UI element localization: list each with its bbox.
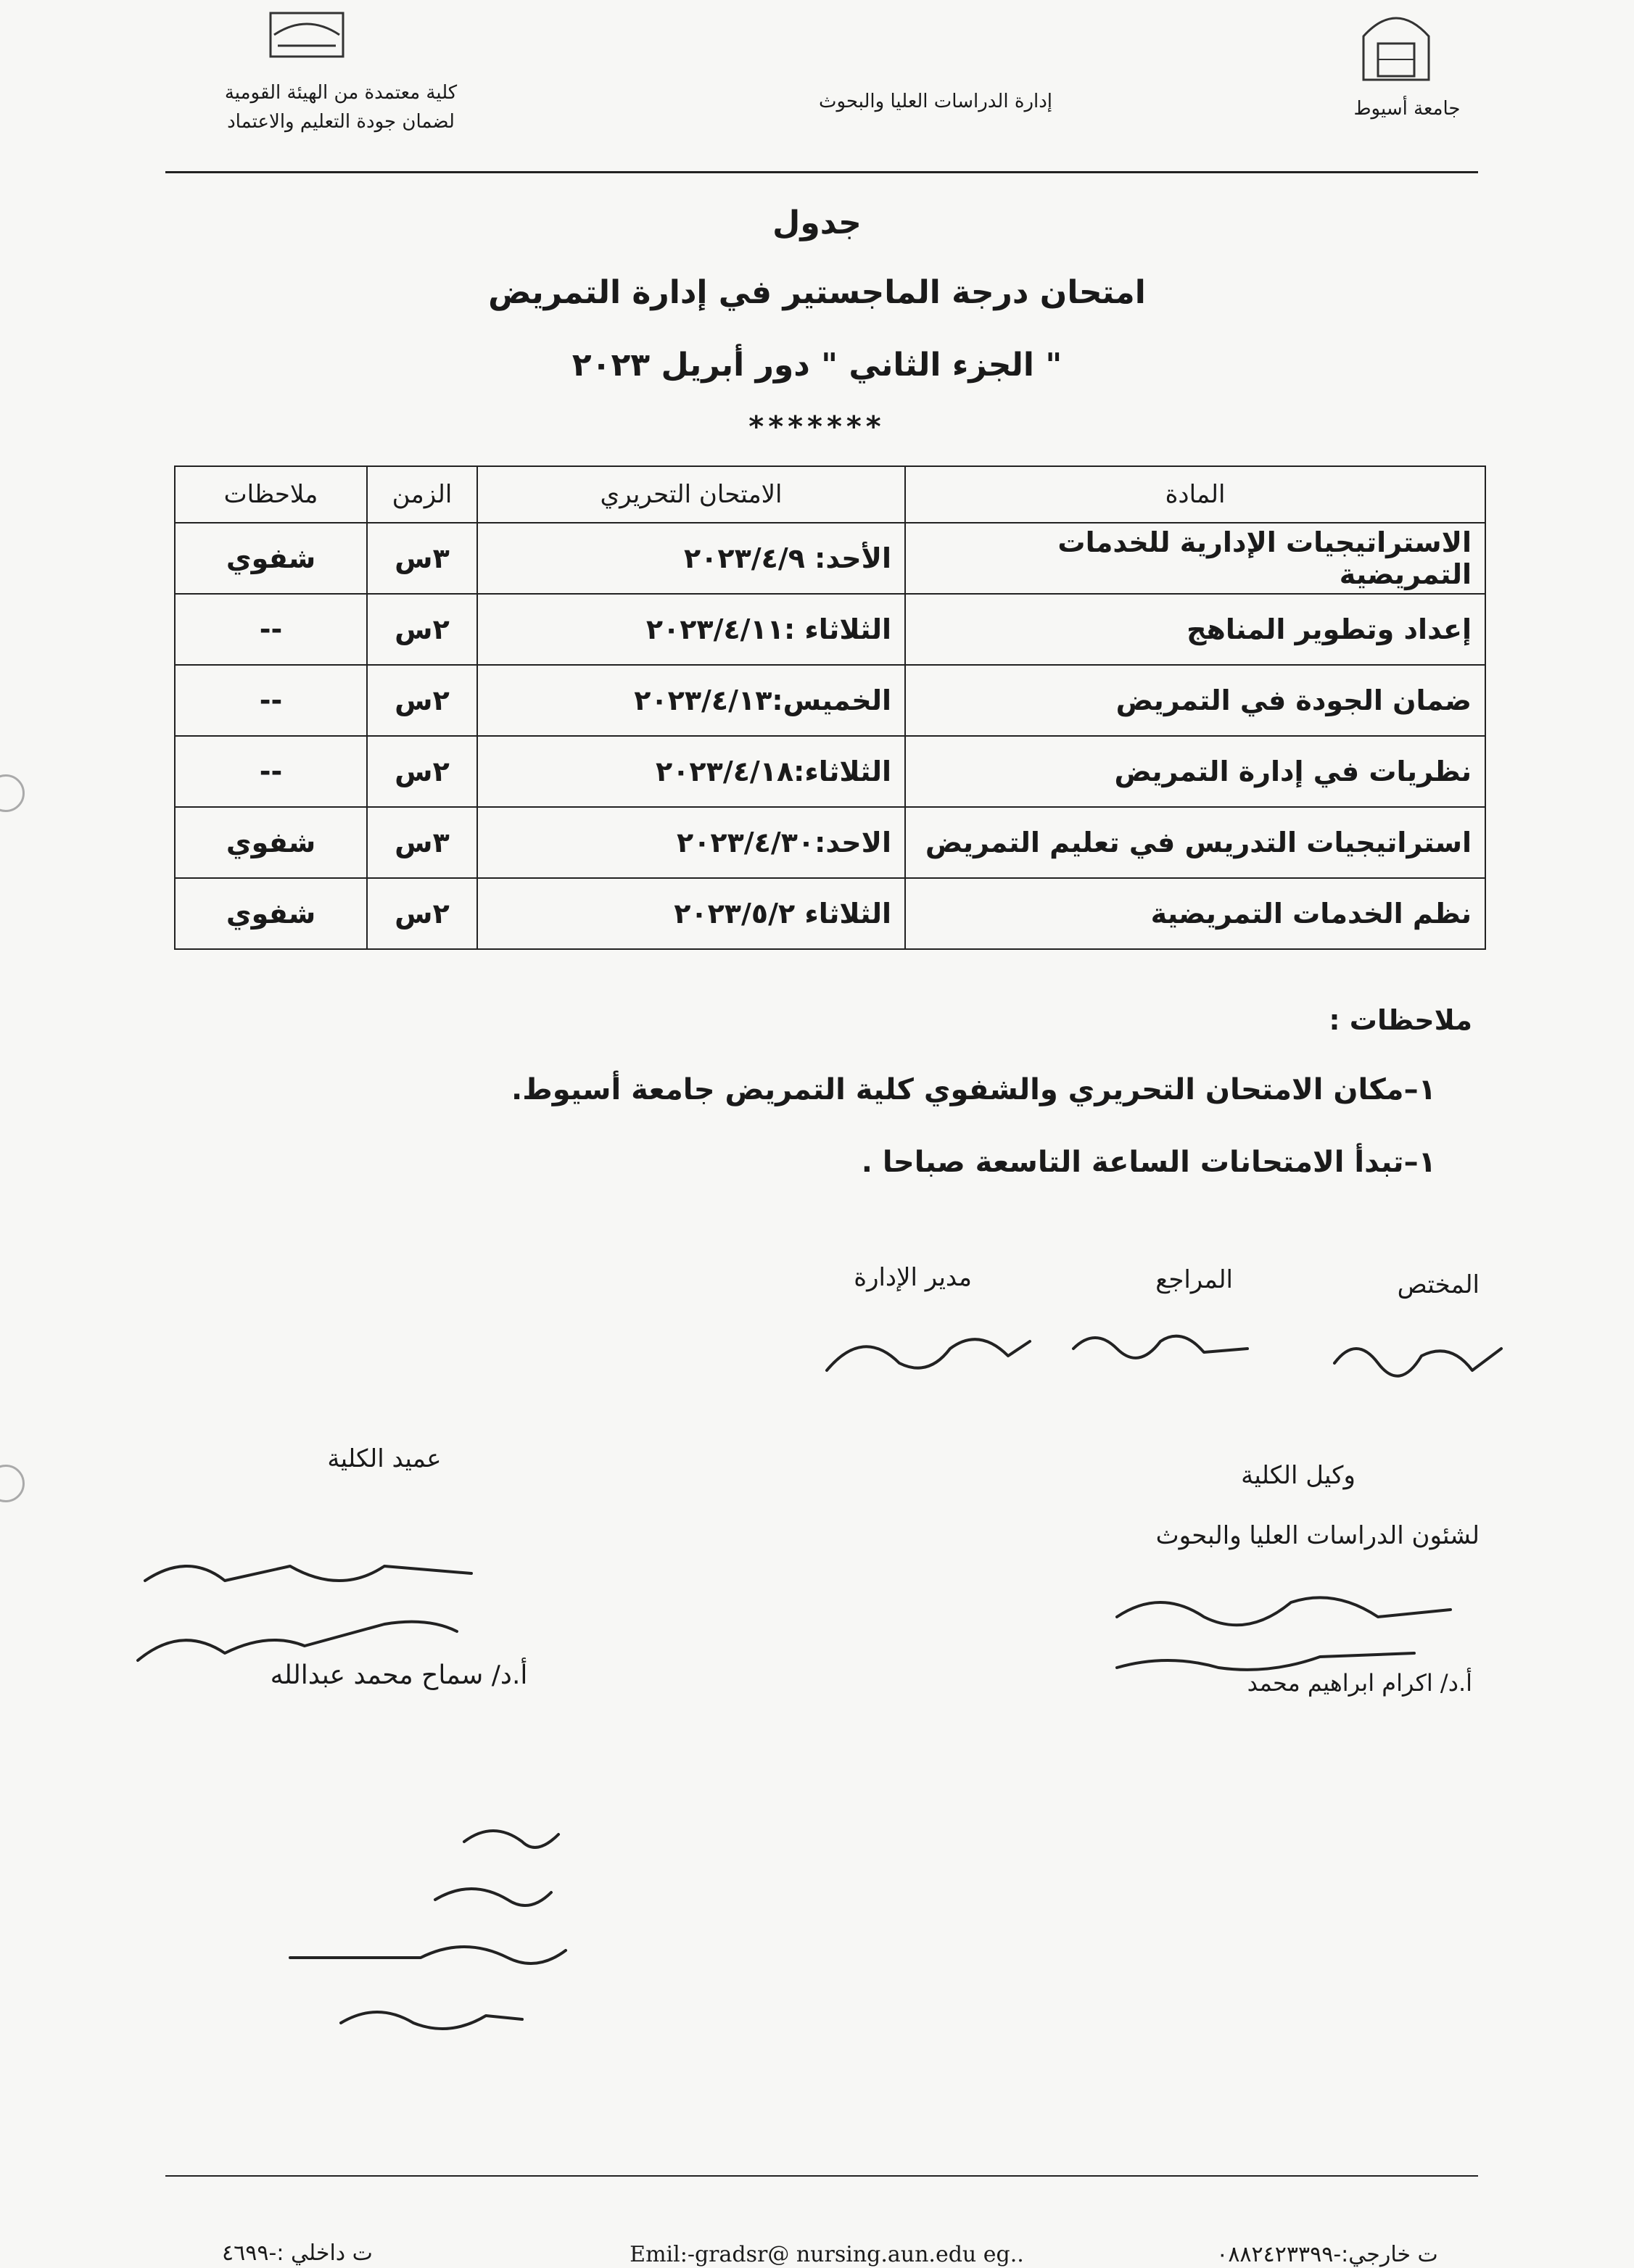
cell-notes: -- — [175, 594, 367, 665]
handwritten-annotation — [276, 1813, 595, 2052]
table-row — [175, 878, 1485, 949]
cell-subject: استراتيجيات التدريس في تعليم التمريض — [905, 807, 1485, 878]
dean-name: أ.د/ سماح محمد عبدالله — [270, 1660, 528, 1690]
note-item-2: ١–تبدأ الامتحانات الساعة التاسعة صباحا . — [861, 1146, 1436, 1179]
cell-notes: شفوي — [175, 523, 367, 594]
cell-exam: الخميس:٢٠٢٣/٤/١٣ — [477, 665, 905, 736]
table-row — [175, 807, 1485, 878]
cell-notes: شفوي — [175, 878, 367, 949]
cell-exam: الثلاثاء :٢٠٢٣/٤/١١ — [477, 594, 905, 665]
cell-time: ٣س — [367, 523, 477, 594]
exam-schedule-table — [174, 465, 1486, 950]
cell-subject: إعداد وتطوير المناهج — [905, 594, 1485, 665]
signature-scribble-specialist — [1327, 1320, 1509, 1392]
role-specialist: المختص — [1397, 1270, 1480, 1299]
table-row — [175, 523, 1485, 594]
cell-exam: الاحد:٢٠٢٣/٤/٣٠ — [477, 807, 905, 878]
signature-scribble-reviewer — [1066, 1312, 1255, 1378]
header-subject: المادة — [905, 466, 1485, 523]
header-left-line2: لضمان جودة التعليم والاعتماد — [227, 111, 455, 133]
exam-title: امتحان درجة الماجستير في إدارة التمريض — [488, 274, 1146, 311]
cell-time: ٢س — [367, 665, 477, 736]
header-center: إدارة الدراسات العليا والبحوث — [818, 91, 1053, 112]
cell-notes: -- — [175, 736, 367, 807]
footer-email: Emil:-gradsr@ nursing.aun.edu eg.. — [630, 2242, 1024, 2267]
table-header-row — [175, 466, 1485, 523]
vice-dean-title-1: وكيل الكلية — [1241, 1461, 1356, 1490]
exam-session: " الجزء الثاني " دور أبريل ٢٠٢٣ — [572, 347, 1062, 384]
header-divider — [165, 171, 1478, 173]
notes-label: ملاحظات : — [1329, 1004, 1472, 1036]
table-row — [175, 594, 1485, 665]
vice-dean-name: أ.د/ اكرام ابراهيم محمد — [1247, 1669, 1472, 1697]
cell-subject: نظريات في إدارة التمريض — [905, 736, 1485, 807]
header-exam: الامتحان التحريري — [477, 466, 905, 523]
header-notes: ملاحظات — [175, 466, 367, 523]
cell-exam: الثلاثاء:٢٠٢٣/٤/١٨ — [477, 736, 905, 807]
cell-exam: الثلاثاء ٢٠٢٣/٥/٢ — [477, 878, 905, 949]
punch-hole-top — [0, 774, 25, 812]
signature-scribble-dean — [123, 1537, 500, 1675]
header-left-block — [189, 78, 493, 136]
cell-notes: -- — [175, 665, 367, 736]
cell-subject: ضمان الجودة في التمريض — [905, 665, 1485, 736]
footer-divider — [165, 2175, 1478, 2177]
punch-hole-bottom — [0, 1465, 25, 1502]
header-left-line1: كلية معتمدة من الهيئة القومية — [224, 82, 458, 104]
note-item-1: ١–مكان الامتحان التحريري والشفوي كلية التمريض جامعة أسيوط. — [511, 1073, 1436, 1106]
footer-internal-phone: ت داخلي :-٤٦٩٩ — [222, 2240, 373, 2266]
table-row — [175, 736, 1485, 807]
cell-subject: الاستراتيجيات الإدارية للخدمات التمريضية — [905, 523, 1485, 594]
role-reviewer: المراجع — [1155, 1265, 1233, 1294]
cell-subject: نظم الخدمات التمريضية — [905, 878, 1485, 949]
assiut-university-logo-icon — [1349, 0, 1443, 87]
header-right: جامعة أسيوط — [1353, 98, 1461, 120]
footer-external-phone: ت خارجي:-٠٨٨٢٤٢٣٣٩٩ — [1216, 2242, 1438, 2267]
left-emblem — [260, 6, 354, 64]
table-row — [175, 665, 1485, 736]
signature-scribble-manager — [820, 1312, 1037, 1385]
dean-title: عميد الكلية — [327, 1444, 442, 1473]
cell-exam: الأحد: ٢٠٢٣/٤/٩ — [477, 523, 905, 594]
title-stars: ******* — [748, 410, 886, 444]
cell-time: ٢س — [367, 878, 477, 949]
cell-time: ٢س — [367, 594, 477, 665]
university-logo — [1349, 0, 1443, 87]
vice-dean-title-2: لشئون الدراسات العليا والبحوث — [1155, 1521, 1480, 1550]
header-time: الزمن — [367, 466, 477, 523]
role-manager: مدير الإدارة — [854, 1263, 972, 1292]
cell-time: ٢س — [367, 736, 477, 807]
page-title: جدول — [772, 204, 862, 241]
cell-time: ٣س — [367, 807, 477, 878]
cell-notes: شفوي — [175, 807, 367, 878]
accreditation-logo-icon — [260, 6, 354, 64]
signature-scribble-vice-dean — [1102, 1573, 1480, 1682]
